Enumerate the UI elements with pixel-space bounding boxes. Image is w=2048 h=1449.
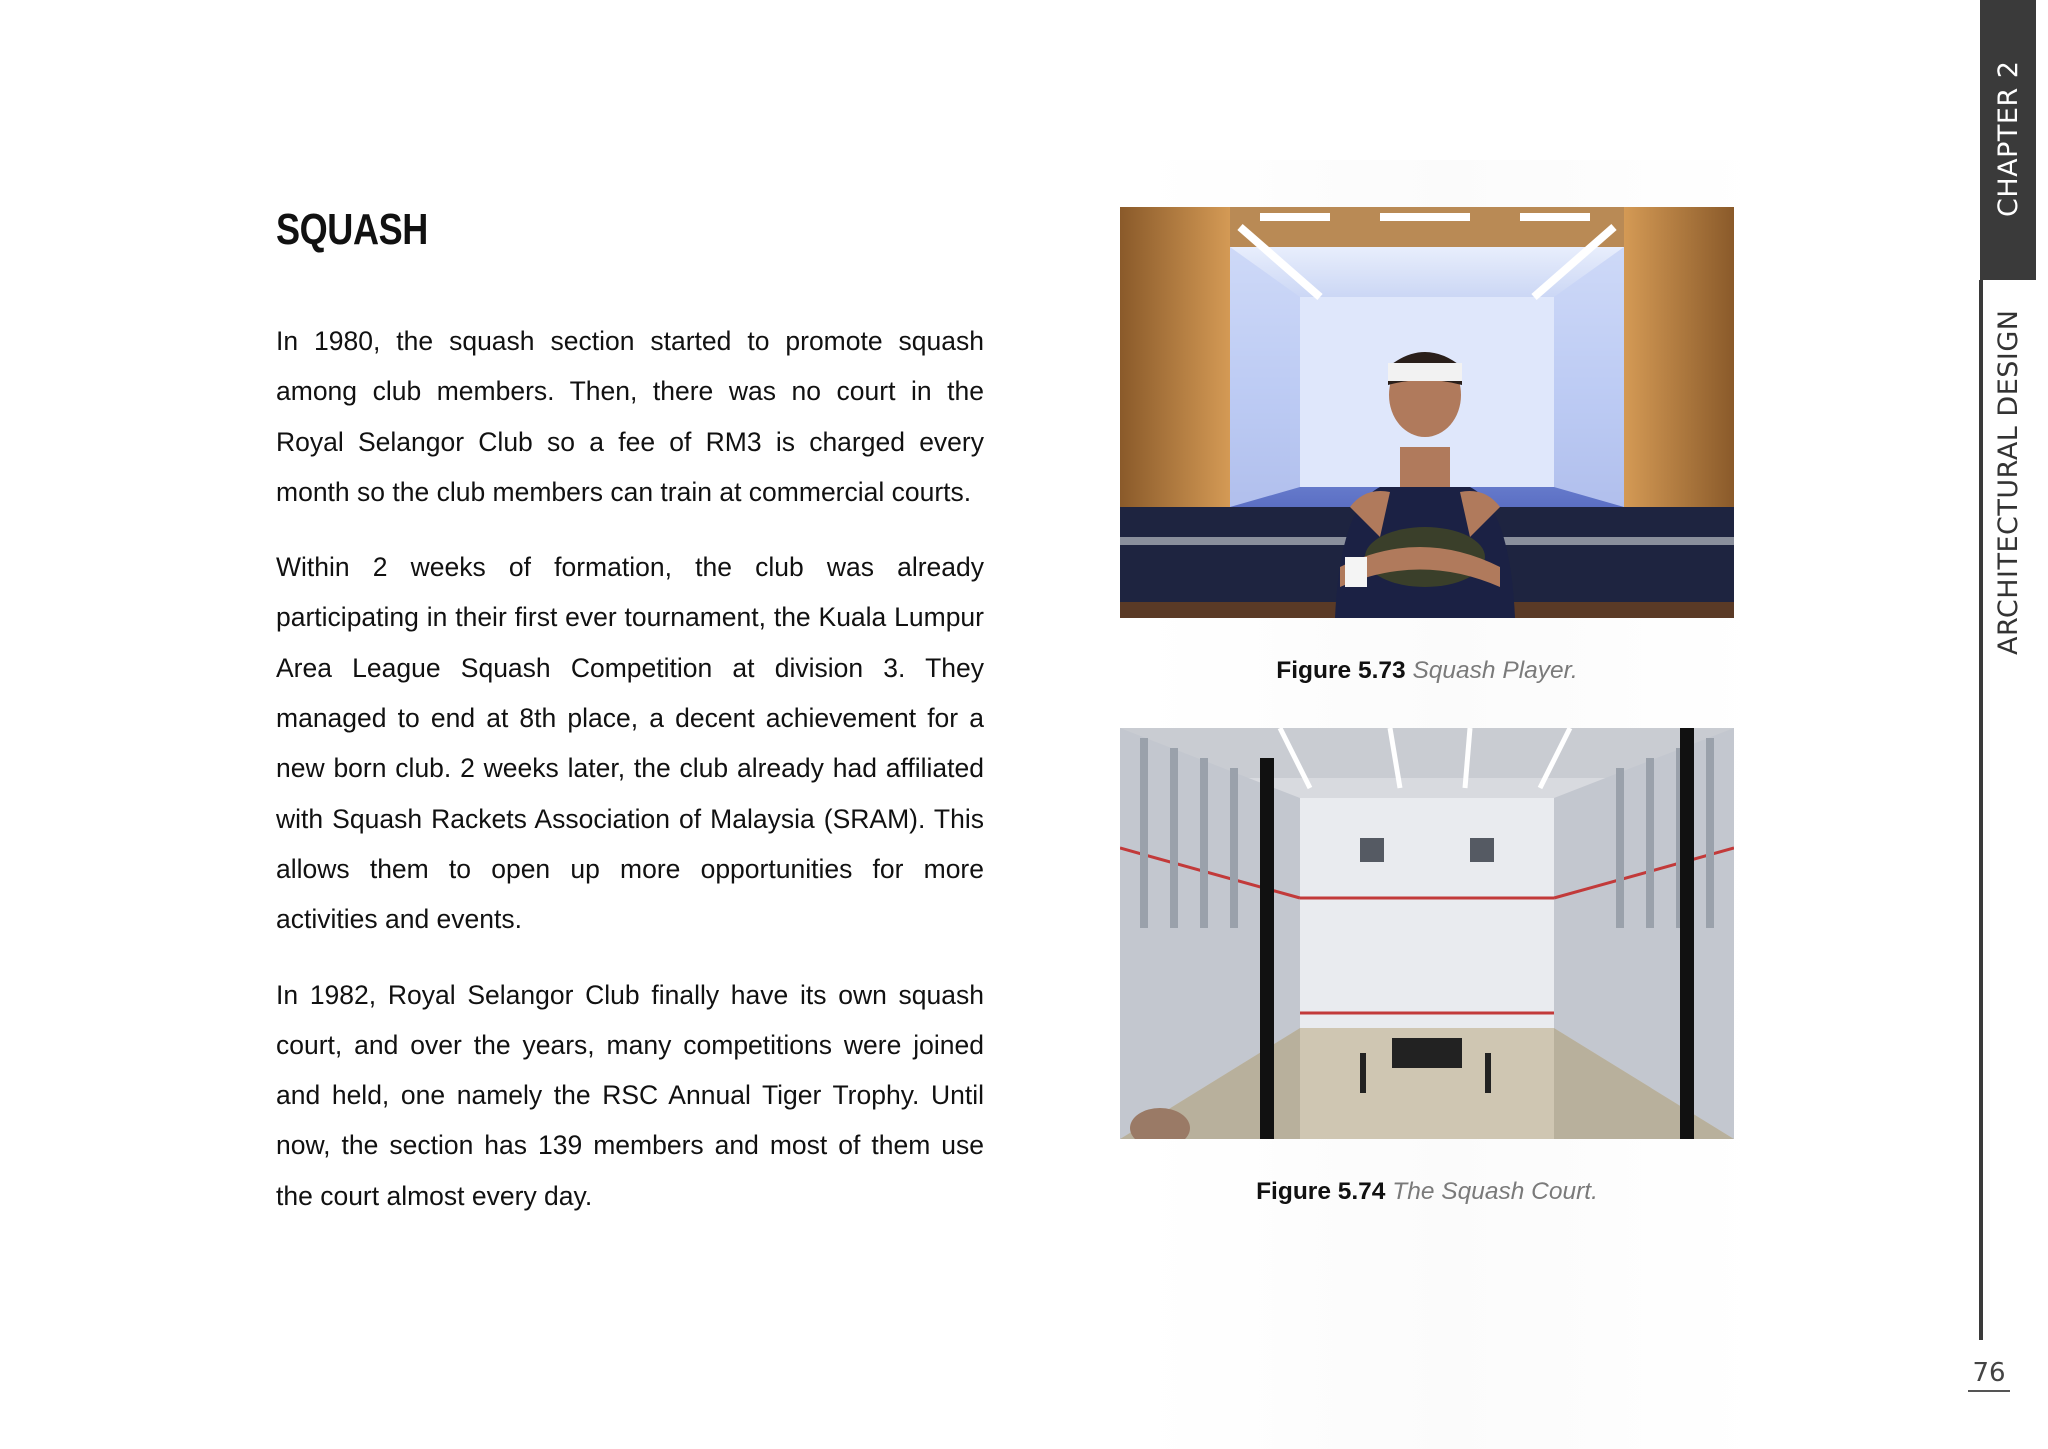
figure-caption <box>1120 657 1734 685</box>
figure-caption-text: The Squash Court. <box>1392 1178 1598 1205</box>
figure-number: Figure 5.73 <box>1276 657 1406 684</box>
squash-player-photo <box>1120 207 1734 618</box>
figure-caption-text: Squash Player. <box>1412 657 1578 684</box>
paragraph: In 1982, Royal Selangor Club finally have its own squash court, and over the years, many competitions were joined and held, one namely the RSC Annual Tiger Trophy. Until now, the section has 139 members and most of them use the court almost every day. <box>276 979 984 1211</box>
chapter-label: CHAPTER 2 <box>1993 60 2024 217</box>
squash-court-photo <box>1120 728 1734 1139</box>
sidebar-rule <box>1979 280 1983 1340</box>
figure-caption <box>1120 1178 1734 1206</box>
paragraph: In 1980, the squash section started to promote squash among club members. Then, there was no court in the Royal Selangor Club so a fee of RM3 is charged every month so the club members can train at commercial courts. <box>276 326 984 507</box>
figure-number: Figure 5.74 <box>1256 1178 1386 1205</box>
paragraph: Within 2 weeks of formation, the club was already participating in their first ever tournament, the Kuala Lumpur Area League Squash Competition at division 3. They managed to end at 8th place, a decent achievement for a new born club. 2 weeks later, the club already had affiliated with Squash Rackets Association of Malaysia (SRAM). This allows them to open up more opportunities for more activities and events. <box>276 552 984 935</box>
body-text <box>276 316 984 1246</box>
section-heading: SQUASH <box>276 205 428 254</box>
section-label: ARCHITECTURAL DESIGN <box>1993 309 2024 655</box>
page-number: 76 <box>1968 1358 2010 1392</box>
